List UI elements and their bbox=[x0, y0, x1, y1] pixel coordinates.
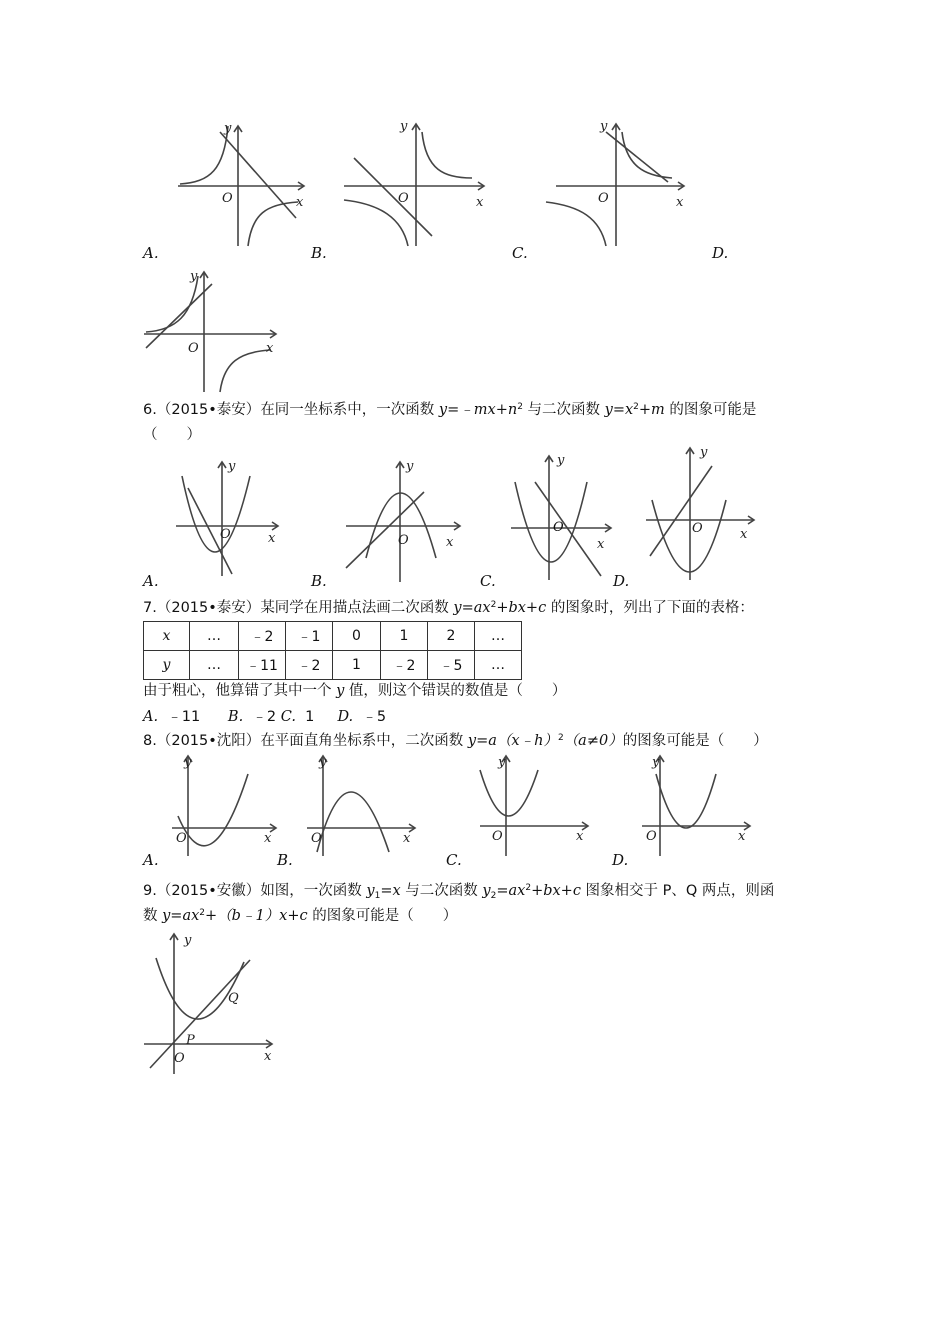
q8-stem: 8.（2015•沈阳）在平面直角坐标系中，二次函数 y=a（x﹣h）$^2$（a≠0）的图象可能是（ ） bbox=[143, 733, 768, 749]
svg-text:O: O bbox=[222, 191, 233, 206]
svg-text:O: O bbox=[492, 829, 503, 844]
svg-text:x: x bbox=[296, 195, 304, 210]
q9-stem-line2: 数 $y=ax^2+(b﹣1)x+c$ 的图象可能是（ ） bbox=[143, 908, 458, 924]
svg-text:O: O bbox=[598, 191, 609, 206]
q5-graph-b bbox=[340, 118, 490, 250]
svg-text:y: y bbox=[498, 755, 506, 770]
svg-text:x: x bbox=[676, 195, 684, 210]
q6-graph-c bbox=[505, 452, 620, 582]
q5-graph-c bbox=[540, 118, 690, 250]
svg-text:O: O bbox=[398, 533, 409, 548]
q6-option-d[interactable]: D. bbox=[613, 572, 630, 590]
q6-graph-d bbox=[640, 444, 760, 582]
q7-stem: 7.（2015•泰安）某同学在用描点法画二次函数 $y=ax^2+bx+c$ 的图象时，列出了下面的表格： bbox=[143, 600, 754, 616]
svg-text:y: y bbox=[700, 445, 708, 460]
q6-option-b[interactable]: B. bbox=[311, 572, 327, 590]
svg-text:O: O bbox=[174, 1051, 185, 1066]
svg-text:y: y bbox=[406, 459, 414, 474]
table-row bbox=[144, 622, 522, 651]
q7-choice-b[interactable]: B. ﹣2 bbox=[227, 709, 277, 725]
q6-graph-b bbox=[340, 458, 470, 583]
q8-option-b[interactable]: B. bbox=[277, 851, 293, 869]
svg-text:x: x bbox=[597, 537, 605, 552]
q8-graph-a bbox=[170, 752, 280, 857]
svg-text:y: y bbox=[190, 269, 198, 284]
svg-text:y: y bbox=[224, 121, 232, 136]
q5-option-c[interactable]: C. bbox=[512, 244, 528, 262]
table-cell: ﹣2 bbox=[286, 651, 333, 680]
table-cell: … bbox=[190, 622, 239, 651]
q8-graph-d bbox=[640, 752, 755, 857]
table-cell: ﹣11 bbox=[239, 651, 286, 680]
table-cell: ﹣2 bbox=[381, 651, 428, 680]
table-row bbox=[144, 651, 522, 680]
q7-choice-a[interactable]: A. ﹣11 bbox=[143, 709, 201, 725]
svg-text:x: x bbox=[403, 831, 411, 846]
q8-option-c[interactable]: C. bbox=[446, 851, 462, 869]
svg-text:O: O bbox=[176, 831, 187, 846]
svg-text:y: y bbox=[557, 453, 565, 468]
q5-option-b[interactable]: B. bbox=[311, 244, 327, 262]
q5-option-d[interactable]: D. bbox=[712, 244, 729, 262]
table-cell: … bbox=[475, 622, 522, 651]
svg-text:y: y bbox=[184, 933, 192, 948]
q5-graph-a bbox=[170, 120, 310, 250]
svg-text:x: x bbox=[266, 341, 274, 356]
svg-text:y: y bbox=[184, 755, 192, 770]
q5-graph-d bbox=[140, 268, 285, 396]
q8-option-d[interactable]: D. bbox=[612, 851, 629, 869]
table-cell: 1 bbox=[333, 651, 381, 680]
svg-text:O: O bbox=[398, 191, 409, 206]
q6-answer-paren: （ ） bbox=[143, 427, 201, 443]
q9-figure bbox=[140, 928, 280, 1076]
q7-question-line: 由于粗心，他算错了其中一个 y 值，则这个错误的数值是（ ） bbox=[143, 683, 567, 699]
svg-text:y: y bbox=[600, 119, 608, 134]
svg-text:x: x bbox=[476, 195, 484, 210]
svg-text:x: x bbox=[268, 531, 276, 546]
q7-choice-d[interactable]: D. ﹣5 bbox=[337, 709, 387, 725]
svg-text:y: y bbox=[319, 755, 327, 770]
table-cell: y bbox=[144, 651, 190, 680]
q9-point-q: Q bbox=[228, 991, 239, 1006]
svg-text:y: y bbox=[400, 119, 408, 134]
q6-graph-c-origin: O bbox=[553, 520, 564, 535]
q6-stem: 6.（2015•泰安）在同一坐标系中，一次函数 $y=﹣mx+n^2$ 与二次函数 $y=x^2+m$ 的图象可能是 bbox=[143, 402, 757, 418]
table-cell: ﹣1 bbox=[286, 622, 333, 651]
svg-text:y: y bbox=[652, 755, 660, 770]
table-cell: 2 bbox=[428, 622, 475, 651]
svg-text:x: x bbox=[264, 831, 272, 846]
svg-text:x: x bbox=[446, 535, 454, 550]
svg-text:x: x bbox=[738, 829, 746, 844]
q7-choices bbox=[143, 707, 386, 727]
table-cell: 1 bbox=[381, 622, 428, 651]
q7-value-table bbox=[143, 621, 522, 680]
svg-text:O: O bbox=[188, 341, 199, 356]
table-cell: ﹣2 bbox=[239, 622, 286, 651]
svg-text:O: O bbox=[646, 829, 657, 844]
q6-graph-a bbox=[170, 458, 290, 578]
table-cell: 0 bbox=[333, 622, 381, 651]
svg-text:O: O bbox=[220, 527, 231, 542]
table-cell: … bbox=[190, 651, 239, 680]
q6-option-a[interactable]: A. bbox=[143, 572, 159, 590]
q9-point-p: P bbox=[186, 1033, 195, 1048]
svg-text:x: x bbox=[740, 527, 748, 542]
table-cell: … bbox=[475, 651, 522, 680]
q6-option-c[interactable]: C. bbox=[480, 572, 496, 590]
table-cell: x bbox=[144, 622, 190, 651]
table-cell: ﹣5 bbox=[428, 651, 475, 680]
q8-option-a[interactable]: A. bbox=[143, 851, 159, 869]
q8-graph-c bbox=[478, 752, 593, 857]
svg-text:O: O bbox=[692, 521, 703, 536]
svg-text:x: x bbox=[264, 1049, 272, 1064]
q7-choice-c[interactable]: C. 1 bbox=[280, 709, 315, 725]
svg-text:x: x bbox=[576, 829, 584, 844]
q8-graph-b bbox=[305, 752, 420, 857]
q5-option-a[interactable]: A. bbox=[143, 244, 159, 262]
svg-text:y: y bbox=[228, 459, 236, 474]
q9-stem-line1: 9.（2015•安徽）如图，一次函数 $y_1=x$ 与二次函数 $y_2=ax^2+bx+c$ 图象相交于 P、Q 两点，则函 bbox=[143, 883, 775, 901]
svg-text:O: O bbox=[311, 831, 322, 846]
